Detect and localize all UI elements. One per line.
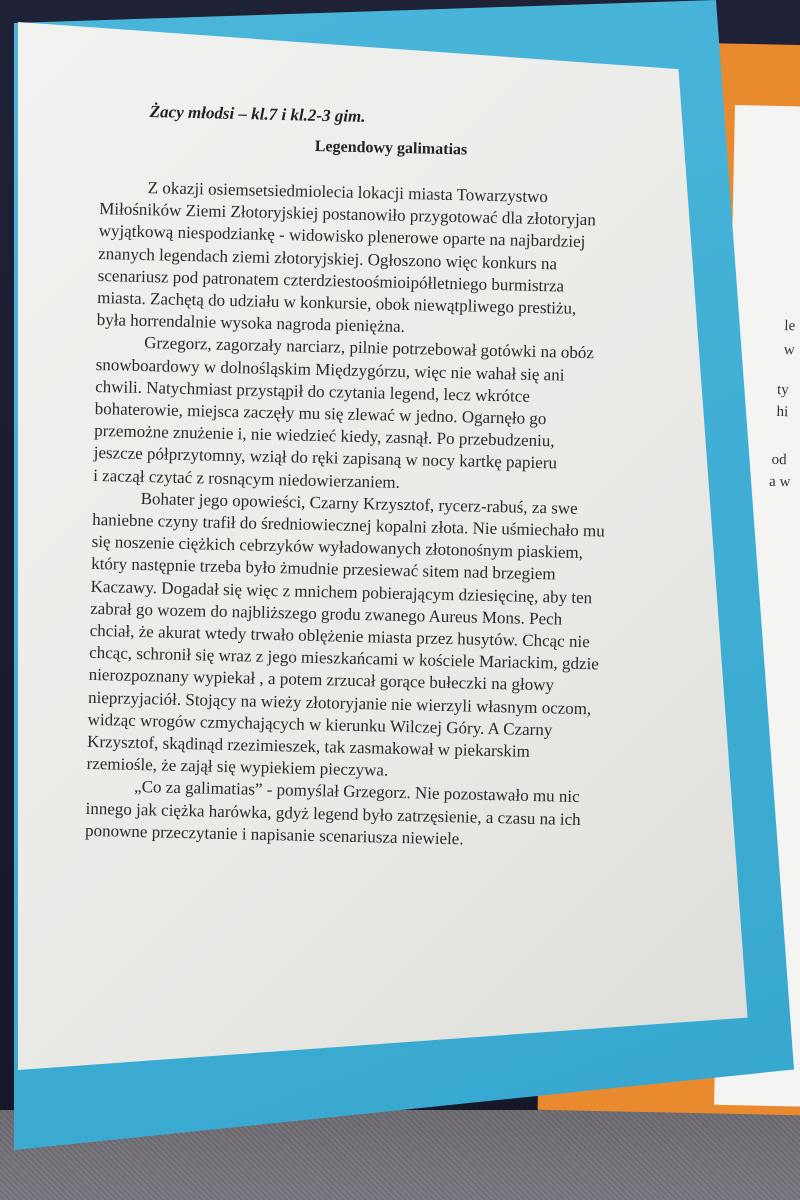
text-line: wyjątkową niespodziankę - widowisko plenerowe oparte na najbardziej bbox=[98, 221, 586, 252]
document-body bbox=[85, 176, 660, 855]
text-line: była horrendalnie wysoka nagroda pieniężna. bbox=[96, 310, 406, 337]
side-text-fragment: a w bbox=[768, 473, 791, 491]
text-line: chcąc, schronił się wraz z jego mieszkańcami w kościele Mariackim, gdzie bbox=[88, 643, 600, 674]
text-line: zabrał go wozem do najbliższego grodu zwanego Aureus Mons. Pech bbox=[89, 598, 563, 629]
text-line: jeszcze półprzytomny, wziął do ręki zapisaną w nocy kartkę papieru bbox=[93, 443, 558, 473]
text-line: Z okazji osiemsetsiedmiolecia lokacji miasta Towarzystwo bbox=[147, 178, 549, 207]
text-line: nierozpoznany wypiekał , a potem zrzucał gorące bułeczki na głowy bbox=[88, 665, 555, 695]
text-line: znanych legendach ziemi złotoryjskiej. Ogłoszono więc konkurs na bbox=[98, 243, 558, 273]
side-text-fragment: od bbox=[771, 451, 787, 469]
text-line: przemożne znużenie i, nie wiedzieć kiedy, zasnął. Po przebudzeniu, bbox=[94, 421, 555, 451]
text-line: chciał, że akurat wtedy trwało oblężenie miasta przez husytów. Chcąc nie bbox=[89, 620, 590, 652]
text-line: i zaczął czytać z rosnącym niedowierzaniem. bbox=[92, 465, 401, 492]
text-line: Krzysztof, skądinąd rzezimieszek, tak zasmakował w piekarskim bbox=[86, 731, 531, 761]
text-line: Bohater jego opowieści, Czarny Krzysztof, rycerz-rabuś, za swe bbox=[140, 488, 578, 518]
side-text-fragment: le bbox=[784, 318, 796, 335]
side-text-fragment: hi bbox=[776, 403, 789, 421]
text-line: „Co za galimatias” - pomyślał Grzegorz. Nie pozostawało mu nic bbox=[133, 777, 580, 807]
text-line: Grzegorz, zagorzały narciarz, pilnie potrzebował gotówki na obóz bbox=[144, 333, 595, 363]
text-line: widząc wrogów czmychających w kierunku Wilczej Góry. A Czarny bbox=[87, 709, 553, 740]
text-line: Kaczawy. Dogadał się więc z mnichem pobierającym dziesięcinę, aby ten bbox=[90, 576, 593, 607]
text-line: innego jak ciężka harówka, gdyż legend było zatrzęsienie, a czasu na ich bbox=[85, 798, 581, 829]
text-line: ponowne przeczytanie i napisanie scenariusza niewiele. bbox=[84, 820, 464, 849]
text-line: haniebne czyny trafił do średniowiecznej kopalni złota. Nie uśmiechało mu bbox=[91, 509, 605, 541]
text-line: rzemiośle, że zajął się wypiekiem pieczywa. bbox=[86, 754, 389, 780]
document-title: Legendowy galimatias bbox=[314, 138, 468, 159]
text-line: scenariusz pod patronatem czterdziestoośmioipółletniego burmistrza bbox=[97, 265, 565, 296]
text-line: snowboardowy w dolnośląskim Międzygórzu, więc nie wahał się ani bbox=[95, 354, 565, 385]
text-line: nieprzyjaciół. Stojący na wieży złotoryjanie nie wierzyli własnym oczom, bbox=[87, 687, 592, 718]
side-text-fragment: ty bbox=[776, 381, 789, 399]
text-line: się noszenie ciężkich cebrzyków wyładowanych złotonośnym piaskiem, bbox=[91, 532, 584, 563]
text-line: który następnie trzeba było żmudnie przesiewać sitem nad brzegiem bbox=[90, 554, 556, 584]
text-line: chwili. Natychmiast przystąpił do czytania legend, lecz wkrótce bbox=[95, 376, 531, 406]
side-text-fragment: w bbox=[783, 342, 795, 359]
text-line: Miłośników Ziemi Złotoryjskiej postanowiło przygotować dla złotoryjan bbox=[99, 199, 597, 230]
document-heading-category: Żacy młodsi – kl.7 i kl.2-3 gim. bbox=[149, 102, 366, 126]
text-line: bohaterowie, miejsca zaczęły mu się zlewać w jedno. Ogarnęło go bbox=[94, 398, 547, 429]
text-line: miasta. Zachętą do udziału w konkursie, obok niewątpliwego prestiżu, bbox=[97, 287, 577, 318]
